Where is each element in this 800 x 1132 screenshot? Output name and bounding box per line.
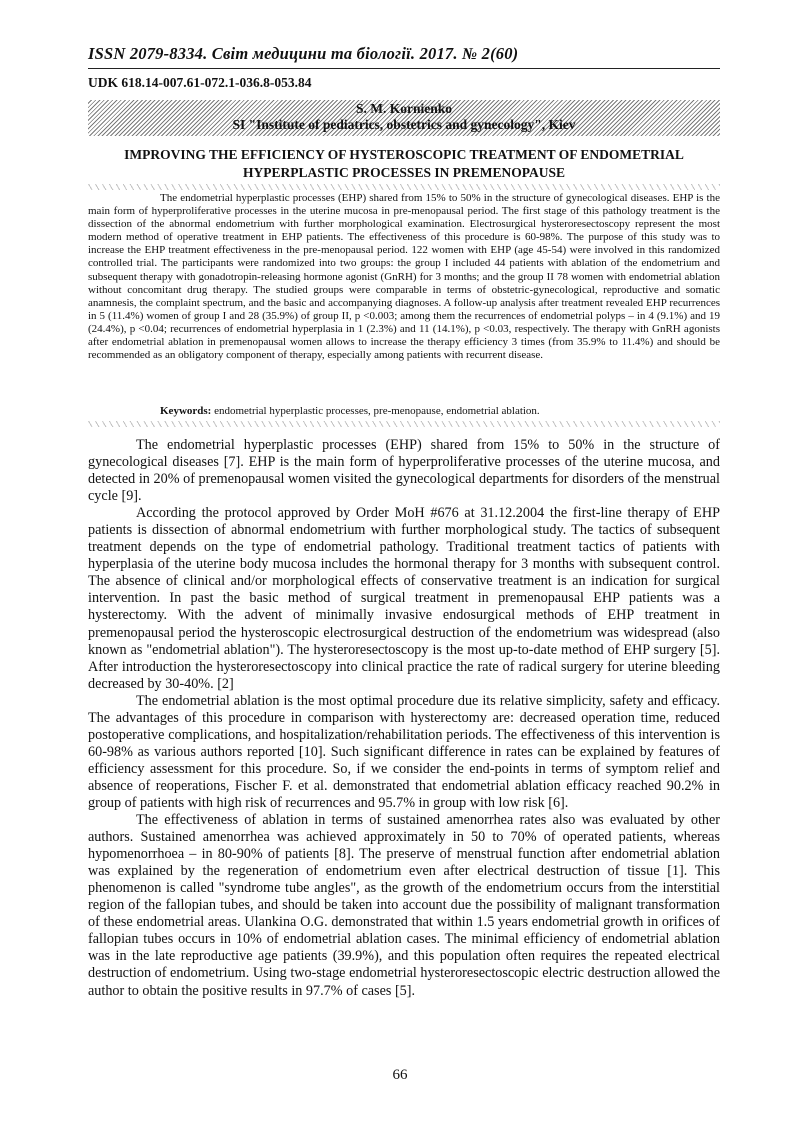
body-paragraph: The effectiveness of ablation in terms of sustained amenorrhea rates also was evaluated by other authors. Sustained amenorrhea was achieved approximately in 50 to 70% of operated patients, whereas hypomenorrhoea – in 80-90% of patients [8]. The preserve of menstrual function after endometrial ablation was explained by the regeneration of endometrium even after electrical destruction of tissue [1]. This phenomenon is called "syndrome tube angles", as the growth of the endometrium occurs from the interstitial region of the fallopian tubes, and should be taken into account due the possibility of malignant transformation of these endometrial areas. Ulankina O.G. demonstrated that within 1.5 years endometrial growth in orifices of fallopian tubes occurs in 10% of endometrial ablation cases. The minimal efficiency of endometrial ablation was in the late reproductive age patients (39.9%), and this population often requires the repeated electrical destruction of endometrium. Using two-stage endometrial hysteroresectoscopic electric destruction allowed the author to obtain the positive results in 97.7% of cases [5]. [88, 812, 720, 999]
body-paragraph: According the protocol approved by Order MoH #676 at 31.12.2004 the first-line therapy of EHP patients is dissection of abnormal endometrium with further morphological study. The tactics of subsequent treatment depends on the type of endometrial pathology. Traditional treatment tactics of patients with hyperplasia of the uterine body mucosa includes the hormonal therapy for 3 months with subsequent control. The absence of clinical and/or morphological effects of conservative treatment is an indication for surgical intervention. In past the basic method of surgical treatment in premenopausal EHP patients was a hysterectomy. With the advent of minimally invasive endosurgical methods of EHP treatment in premenopausal period the hysteroscopic electrosurgical destruction of the endometrium was widespread (also known as "endometrial ablation"). The hysteroresectoscopy is the most up-to-date method of EHP surgery [5]. After introduction the hysteroresectoscopy into clinical practice the rate of radical surgery for uterine bleeding decreased by 30-40%. [2] [88, 505, 720, 692]
article-title: IMPROVING THE EFFICIENCY OF HYSTEROSCOPIC TREATMENT OF ENDOMETRIAL HYPERPLASTIC PROCESSES IN PREMENOPAUSE [124, 147, 684, 180]
keywords-text: endometrial hyperplastic processes, pre-menopause, endometrial ablation. [214, 405, 540, 417]
abstract [88, 192, 720, 362]
body-paragraph: The endometrial ablation is the most optimal procedure due its relative simplicity, safety and efficacy. The advantages of this procedure in comparison with hysterectomy are: decreased operation time, reduced postoperative complications, and hospitalization/rehabilitation periods. The effectiveness of this intervention is 60-98% as various authors reported [10]. Such significant difference in rates can be explained by features of efficiency assessment for this procedure. So, if we consider the end-points in terms of symptom relief and absence of reoperations, Fischer F. et al. demonstrated that endometrial ablation efficacy reached 90.2% in group of patients with high risk of recurrences and 95.7% in group with low risk [6]. [88, 692, 720, 811]
header-rule [88, 68, 720, 69]
page-number: 66 [392, 1067, 408, 1083]
author-affiliation: SI "Institute of pediatrics, obstetrics and gynecology", Kiev [232, 117, 576, 132]
keywords [88, 405, 720, 418]
abstract-text: The endometrial hyperplastic processes (EHP) shared from 15% to 50% in the structure of gynecological diseases. EHP is the main form of hyperproliferative processes in the uterine mucosa in pre-menopausal period. The first stage of this pathology treatment is the dissection of the abnormal endometrium with further morphological examination. Electrosurgical hysteroresectoscopy represent the most modern method of operative treatment in EHP patients. The effectiveness of this procedure is 60-98%. The purpose of this study was to increase the EHP treatment effectiveness in the pre-menopausal period. 122 women with EHP (age 45-54) were involved in this randomized controlled trial. The participants were randomized into two groups: the group I included 44 patients with ablation of the endometrium and subsequent therapy with gonadotropin-releasing hormone agonist (GnRH) for 3 months; and the group II 78 women with endometrial ablation without concomitant drug therapy. The studied groups were comparable in terms of obstetric-gynecological, reproductive and somatic anamnesis, the complaint spectrum, and the basic and accompanying diagnoses. A follow-up analysis after treatment revealed EHP recurrences in 5 (11.4%) women of group I and 28 (35.9%) of group II, p <0.003; among them the recurrences of endometrial polyps – in 4 (9.1%) and 19 (24.4%), p <0.04; recurrences of endometrial hyperplasia in 1 (2.3%) and 11 (14.1%), p <0.03, respectively. The therapy with GnRH agonists after endometrial ablation in premenopausal women allows to increase the therapy efficiency 3 times (from 35.9% to 11.4%) and should be recommended as an obligatory component of therapy, especially among patients with recurrent disease. [88, 192, 720, 362]
body-paragraph: The endometrial hyperplastic processes (EHP) shared from 15% to 50% in the structure of gynecological diseases [7]. EHP is the main form of hyperproliferative processes of the uterine mucosa, and detected in 20% of premenopausal women visited the gynecological departments for disorders of the menstrual cycle [9]. [88, 437, 720, 505]
keywords-label: Keywords: [160, 405, 212, 417]
abstract-divider [88, 421, 720, 427]
udk-code: UDK 618.14-007.61-072.1-036.8-053.84 [88, 75, 312, 90]
title-divider [88, 184, 720, 190]
article-body [88, 437, 720, 1000]
journal-header: ISSN 2079-8334. Світ медицини та біології. 2017. № 2(60) [88, 44, 519, 63]
author-name: S. M. Kornienko [355, 101, 452, 116]
author-block [88, 101, 720, 133]
